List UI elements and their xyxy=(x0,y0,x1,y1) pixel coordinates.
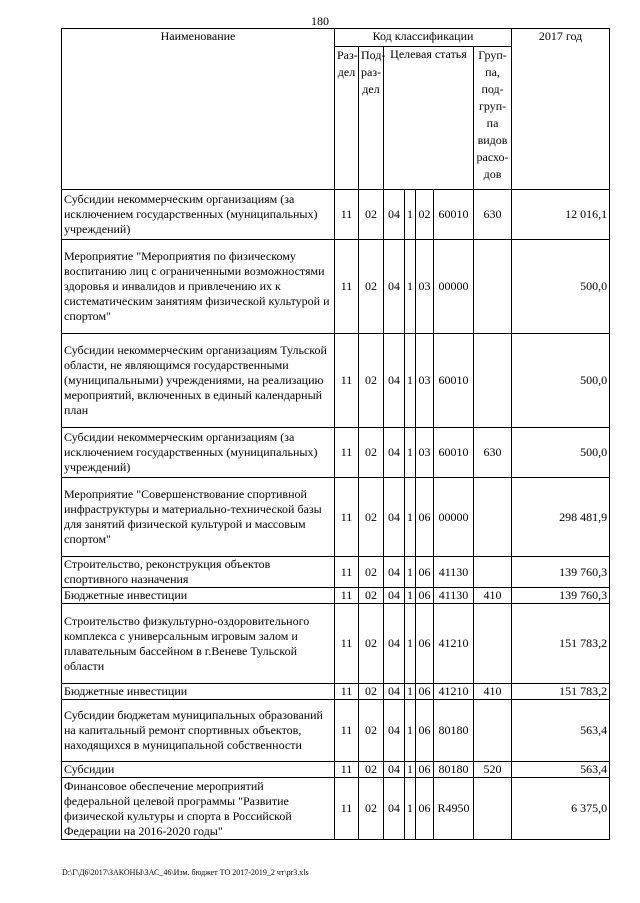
table-row xyxy=(62,778,610,840)
row-amount: 500,0 xyxy=(512,240,610,334)
row-amount: 500,0 xyxy=(512,334,610,428)
row-expense-type xyxy=(474,557,512,588)
row-name: Бюджетные инвестиции xyxy=(62,588,335,604)
row-name: Бюджетные инвестиции xyxy=(62,684,335,700)
row-podrazdel: 02 xyxy=(359,240,384,334)
row-target-part4: 41130 xyxy=(434,557,474,588)
header-name: Наименование xyxy=(62,29,335,190)
row-target-part2: 1 xyxy=(405,684,416,700)
header-expense-group: Груп-па, под-груп-па видов расхо-дов xyxy=(474,47,512,190)
table-row xyxy=(62,700,610,762)
row-amount: 151 783,2 xyxy=(512,604,610,684)
row-expense-type: 630 xyxy=(474,190,512,240)
row-name: Финансовое обеспечение мероприятий федеральной целевой программы "Развитие физической культуры и спорта в Российской Федерации на 2016-2020 годы" xyxy=(62,778,335,840)
row-target-part3: 03 xyxy=(416,334,434,428)
row-target-part3: 06 xyxy=(416,778,434,840)
row-target-part1: 04 xyxy=(384,700,405,762)
row-target-part2: 1 xyxy=(405,334,416,428)
row-target-part4: 80180 xyxy=(434,700,474,762)
row-expense-type xyxy=(474,240,512,334)
row-target-part3: 06 xyxy=(416,700,434,762)
row-razdel: 11 xyxy=(335,604,359,684)
row-name: Субсидии некоммерческим организациям (за исключением государственных (муниципальных) учреждений) xyxy=(62,428,335,478)
row-name: Строительство физкультурно-оздоровительного комплекса с универсальным игровым залом и плавательным бассейном в г.Веневе Тульской области xyxy=(62,604,335,684)
row-amount: 151 783,2 xyxy=(512,684,610,700)
row-target-part2: 1 xyxy=(405,588,416,604)
row-target-part1: 04 xyxy=(384,428,405,478)
row-expense-type: 630 xyxy=(474,428,512,478)
row-target-part2: 1 xyxy=(405,190,416,240)
row-name: Мероприятие "Мероприятия по физическому воспитанию лиц с ограниченными возможностями здоровья и инвалидов и привлечению их к систематическим занятиям физической культурой и спортом" xyxy=(62,240,335,334)
row-name: Субсидии некоммерческим организациям Тульской области, не являющимся государственными (муниципальными) учреждениями, на реализацию мероприятий, включенных в единый календарный план xyxy=(62,334,335,428)
row-razdel: 11 xyxy=(335,478,359,557)
row-target-part1: 04 xyxy=(384,684,405,700)
table-row xyxy=(62,762,610,778)
row-target-part1: 04 xyxy=(384,762,405,778)
row-target-part2: 1 xyxy=(405,478,416,557)
table-row xyxy=(62,334,610,428)
row-amount: 6 375,0 xyxy=(512,778,610,840)
row-expense-type xyxy=(474,778,512,840)
row-target-part2: 1 xyxy=(405,240,416,334)
row-podrazdel: 02 xyxy=(359,778,384,840)
row-expense-type xyxy=(474,604,512,684)
row-target-part4: 41210 xyxy=(434,684,474,700)
table-row xyxy=(62,684,610,700)
row-target-part2: 1 xyxy=(405,557,416,588)
row-target-part4: 60010 xyxy=(434,428,474,478)
row-target-part1: 04 xyxy=(384,557,405,588)
table-row xyxy=(62,604,610,684)
row-target-part2: 1 xyxy=(405,778,416,840)
row-podrazdel: 02 xyxy=(359,478,384,557)
row-target-part4: 80180 xyxy=(434,762,474,778)
row-target-part2: 1 xyxy=(405,428,416,478)
header-podrazdel: Под-раз-дел xyxy=(359,47,384,190)
row-target-part3: 06 xyxy=(416,684,434,700)
row-target-part4: 00000 xyxy=(434,478,474,557)
header-target-article: Целевая статья xyxy=(384,47,474,190)
row-target-part3: 03 xyxy=(416,428,434,478)
row-target-part4: 60010 xyxy=(434,334,474,428)
header-razdel: Раз-дел xyxy=(335,47,359,190)
row-podrazdel: 02 xyxy=(359,684,384,700)
table-row xyxy=(62,588,610,604)
row-razdel: 11 xyxy=(335,240,359,334)
row-target-part1: 04 xyxy=(384,240,405,334)
header-year: 2017 год xyxy=(512,29,610,190)
row-target-part1: 04 xyxy=(384,588,405,604)
row-amount: 500,0 xyxy=(512,428,610,478)
row-razdel: 11 xyxy=(335,428,359,478)
row-target-part3: 03 xyxy=(416,240,434,334)
row-podrazdel: 02 xyxy=(359,557,384,588)
row-name: Строительство, реконструкция объектов спортивного назначения xyxy=(62,557,335,588)
row-podrazdel: 02 xyxy=(359,762,384,778)
row-target-part3: 06 xyxy=(416,604,434,684)
row-target-part4: R4950 xyxy=(434,778,474,840)
table-body xyxy=(62,190,610,840)
table-row xyxy=(62,478,610,557)
row-razdel: 11 xyxy=(335,778,359,840)
row-target-part2: 1 xyxy=(405,604,416,684)
row-target-part3: 06 xyxy=(416,588,434,604)
row-razdel: 11 xyxy=(335,684,359,700)
row-expense-type: 520 xyxy=(474,762,512,778)
row-amount: 298 481,9 xyxy=(512,478,610,557)
row-podrazdel: 02 xyxy=(359,604,384,684)
page-number: 180 xyxy=(311,14,329,28)
row-expense-type xyxy=(474,478,512,557)
row-target-part1: 04 xyxy=(384,190,405,240)
row-amount: 563,4 xyxy=(512,762,610,778)
row-target-part4: 00000 xyxy=(434,240,474,334)
row-target-part3: 02 xyxy=(416,190,434,240)
row-name: Субсидии некоммерческим организациям (за исключением государственных (муниципальных) учреждений) xyxy=(62,190,335,240)
row-razdel: 11 xyxy=(335,190,359,240)
row-amount: 139 760,3 xyxy=(512,557,610,588)
row-razdel: 11 xyxy=(335,557,359,588)
row-target-part3: 06 xyxy=(416,478,434,557)
row-podrazdel: 02 xyxy=(359,588,384,604)
row-name: Субсидии xyxy=(62,762,335,778)
row-razdel: 11 xyxy=(335,588,359,604)
row-target-part4: 41130 xyxy=(434,588,474,604)
header-code-classification: Код классификации xyxy=(335,29,512,47)
row-target-part4: 60010 xyxy=(434,190,474,240)
row-expense-type xyxy=(474,700,512,762)
row-expense-type: 410 xyxy=(474,684,512,700)
row-target-part2: 1 xyxy=(405,762,416,778)
row-amount: 139 760,3 xyxy=(512,588,610,604)
row-target-part1: 04 xyxy=(384,778,405,840)
row-target-part2: 1 xyxy=(405,700,416,762)
table-row xyxy=(62,557,610,588)
row-target-part3: 06 xyxy=(416,762,434,778)
row-podrazdel: 02 xyxy=(359,428,384,478)
row-podrazdel: 02 xyxy=(359,334,384,428)
row-target-part1: 04 xyxy=(384,334,405,428)
row-target-part1: 04 xyxy=(384,478,405,557)
row-razdel: 11 xyxy=(335,700,359,762)
row-podrazdel: 02 xyxy=(359,700,384,762)
row-razdel: 11 xyxy=(335,334,359,428)
row-expense-type: 410 xyxy=(474,588,512,604)
row-expense-type xyxy=(474,334,512,428)
row-podrazdel: 02 xyxy=(359,190,384,240)
row-name: Субсидии бюджетам муниципальных образований на капитальный ремонт спортивных объектов, находящихся в муниципальной собственности xyxy=(62,700,335,762)
row-target-part1: 04 xyxy=(384,604,405,684)
table-row xyxy=(62,240,610,334)
row-target-part4: 41210 xyxy=(434,604,474,684)
row-amount: 563,4 xyxy=(512,700,610,762)
table-row xyxy=(62,428,610,478)
budget-table xyxy=(61,28,610,840)
row-target-part3: 06 xyxy=(416,557,434,588)
row-name: Мероприятие "Совершенствование спортивной инфраструктуры и материально-технической базы для занятий физической культурой и массовым спортом" xyxy=(62,478,335,557)
footer-file-path: D:\Г\Д6\2017\ЗАКОНЫ\ЗАС_46\Изм. бюджет ТО 2017-2019_2 чт\pr3.xls xyxy=(62,868,309,877)
table-row xyxy=(62,190,610,240)
row-razdel: 11 xyxy=(335,762,359,778)
row-amount: 12 016,1 xyxy=(512,190,610,240)
